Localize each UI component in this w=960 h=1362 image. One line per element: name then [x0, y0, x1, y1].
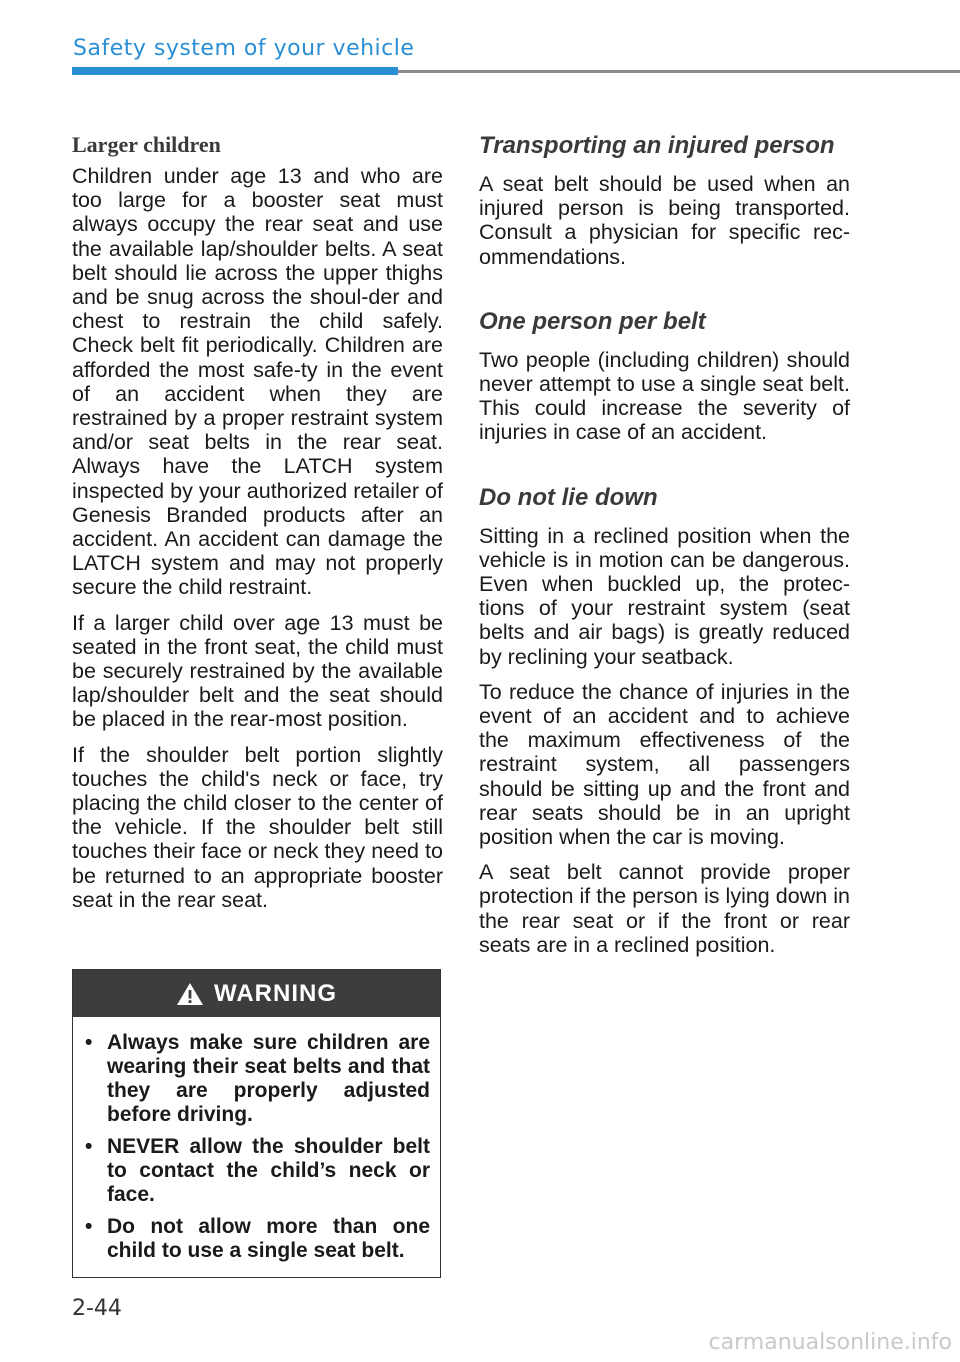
right-column [479, 126, 850, 968]
warning-item-text: Do not allow more than one child to use a single seat belt. [107, 1215, 430, 1262]
paragraph: If a larger child over age 13 must be seated in the front seat, the child must be securely restrained by the available lap/shoulder belt and the seat should be placed in the rear-most position. [72, 610, 443, 732]
warning-title: WARNING [214, 979, 337, 1007]
warning-item [85, 1135, 430, 1207]
warning-box [72, 969, 441, 1278]
paragraph: To reduce the chance of injuries in the event of an accident and to achieve the maximum effectiveness of the restraint system, all passengers should be sitting up and the front and rear seats should be in an upright position when the car is moving. [479, 679, 850, 850]
bullet: • [85, 1031, 93, 1054]
warning-item [85, 1031, 430, 1127]
heading-do-not-lie-down: Do not lie down [479, 483, 658, 511]
page-header [0, 0, 960, 80]
heading-larger-children: Larger children [72, 132, 221, 157]
paragraph: Two people (including children) should never attempt to use a single seat belt. This could increase the severity of injuries in case of an accident. [479, 347, 850, 445]
watermark: carmanualsonline.info [708, 1330, 952, 1355]
paragraph: A seat belt should be used when an injured person is being transported. Consult a physician for specific rec-ommendations. [479, 172, 850, 269]
warning-item [85, 1215, 430, 1263]
header-accent-bar [72, 67, 398, 75]
paragraph: A seat belt cannot provide proper protection if the person is lying down in the rear seat or if the front or rear seats are in a reclined position. [479, 860, 850, 957]
warning-item-text: NEVER allow the shoulder belt to contact the child’s neck or face. [107, 1135, 430, 1206]
bullet: • [85, 1135, 93, 1158]
warning-list [73, 1017, 440, 1263]
heading-transporting-injured: Transporting an injured person [479, 132, 835, 159]
bullet: • [85, 1215, 93, 1238]
header-rule [398, 70, 960, 73]
warning-header [73, 970, 440, 1017]
paragraph: If the shoulder belt portion slightly touches the child's neck or face, try placing the child closer to the center of the vehicle. If the shoulder belt still touches their face or neck they need to be returned to an appropriate booster seat in the rear seat. [72, 742, 443, 912]
paragraph: Children under age 13 and who are too large for a booster seat must always occupy the rear seat and use the available lap/shoulder belts. A seat belt should lie across the upper thighs and be snug across the shoul-der and chest to restrain the child safely. Check belt fit periodically. Children are afforded the most safe-ty in the event of an accident when they are restrained by a proper restraint system and/or seat belts in the rear seat. Always have the LATCH system inspected by your authorized retailer of Genesis Branded products after an accident. An accident can damage the LATCH system and may not properly secure the child restraint. [72, 164, 443, 600]
warning-item-text: Always make sure children are wearing their seat belts and that they are properly adjusted before driving. [107, 1031, 430, 1126]
page-number: 2-44 [72, 1296, 122, 1321]
heading-one-person-per-belt: One person per belt [479, 307, 706, 335]
warning-triangle-icon [176, 982, 204, 1006]
paragraph: Sitting in a reclined position when the vehicle is in motion can be dangerous. Even when buckled up, the protec-tions of your restraint system (seat belts and air bags) is greatly reduced by reclining your seatback. [479, 523, 850, 669]
left-column [72, 126, 443, 923]
section-title: Safety system of your vehicle [73, 36, 415, 61]
